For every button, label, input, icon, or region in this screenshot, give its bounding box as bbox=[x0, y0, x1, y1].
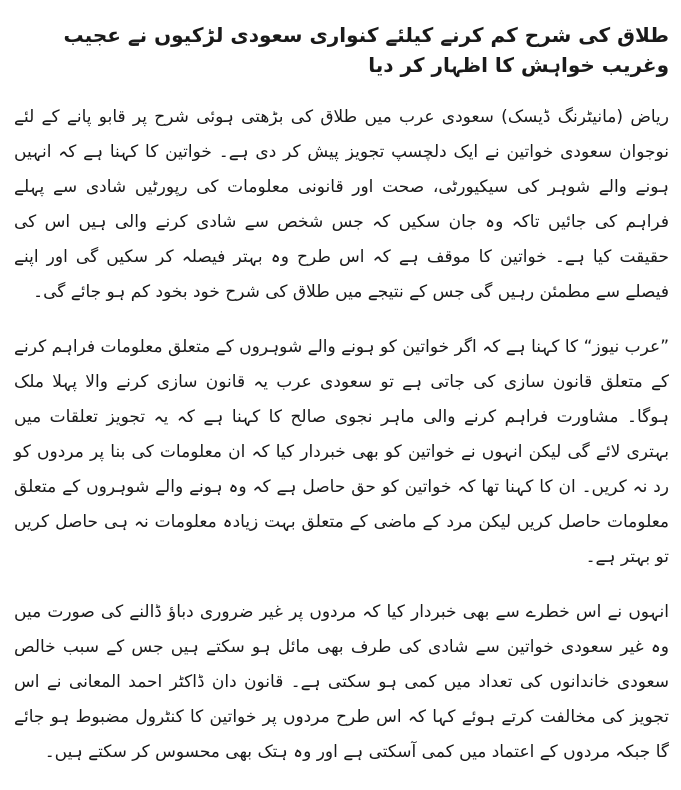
article-paragraph-3: انہوں نے اس خطرے سے بھی خبردار کیا کہ مردوں پر غیر ضروری دباؤ ڈالنے کی صورت میں وہ غیر سعودی خواتین سے شادی کی طرف بھی مائل ہو سکتے ہیں جس کے سبب خالص سعودی خاندانوں کی تعداد میں کمی ہو سکتی ہے۔ قانون دان ڈاکٹر احمد المعانی نے اس تجویز کی مخالفت کرتے ہوئے کہا کہ اس طرح مردوں پر خواتین کا کنٹرول مضبوط ہو جائے گا جبکہ مردوں کے اعتماد میں کمی آسکتی ہے اور وہ ہتک بھی محسوس کر سکتے ہیں۔ bbox=[14, 602, 669, 762]
article-paragraph-2: ”عرب نیوز“ کا کہنا ہے کہ اگر خواتین کو ہونے والے شوہروں کے متعلق معلومات فراہم کرنے کے متعلق قانون سازی کی جاتی ہے تو سعودی عرب یہ قانون سازی کرنے والا پہلا ملک ہوگا۔ مشاورت فراہم کرنے والی ماہر نجوی صالح کا کہنا ہے کہ یہ تجویز تعلقات میں بہتری لائے گی لیکن انہوں نے خواتین کو بھی خبردار کیا کہ ان معلومات کی بنا پر مردوں کو رد نہ کریں۔ ان کا کہنا تھا کہ خواتین کو حق حاصل ہے کہ وہ ہونے والے شوہروں کے متعلق معلومات حاصل کریں لیکن مرد کے ماضی کے متعلق بہت زیادہ معلومات نہ ہی حاصل کریں تو بہتر ہے۔ bbox=[14, 337, 669, 567]
article-headline: طلاق کی شرح کم کرنے کیلئے کنواری سعودی لڑکیوں نے عجیب وغریب خواہش کا اظہار کر دیا bbox=[63, 23, 669, 77]
news-article bbox=[14, 20, 669, 790]
article-paragraph-1: ریاض (مانیٹرنگ ڈیسک) سعودی عرب میں طلاق کی بڑھتی ہوئی شرح پر قابو پانے کے لئے نوجوان سعودی خواتین نے ایک دلچسپ تجویز پیش کر دی ہے۔ خواتین کا کہنا ہے کہ انہیں ہونے والے شوہر کی سیکیورٹی، صحت اور قانونی معلومات کی رپورٹیں شادی سے پہلے فراہم کی جائیں تاکہ وہ جان سکیں کہ جس شخص سے شادی کرنے والی ہیں اس کی حقیقت کیا ہے۔ خواتین کا موقف ہے کہ اس طرح وہ بہتر فیصلہ کر سکیں گی اور اپنے فیصلے سے مطمئن رہیں گی جس کے نتیجے میں طلاق کی شرح خود بخود کم ہو جائے گی۔ bbox=[14, 107, 669, 302]
